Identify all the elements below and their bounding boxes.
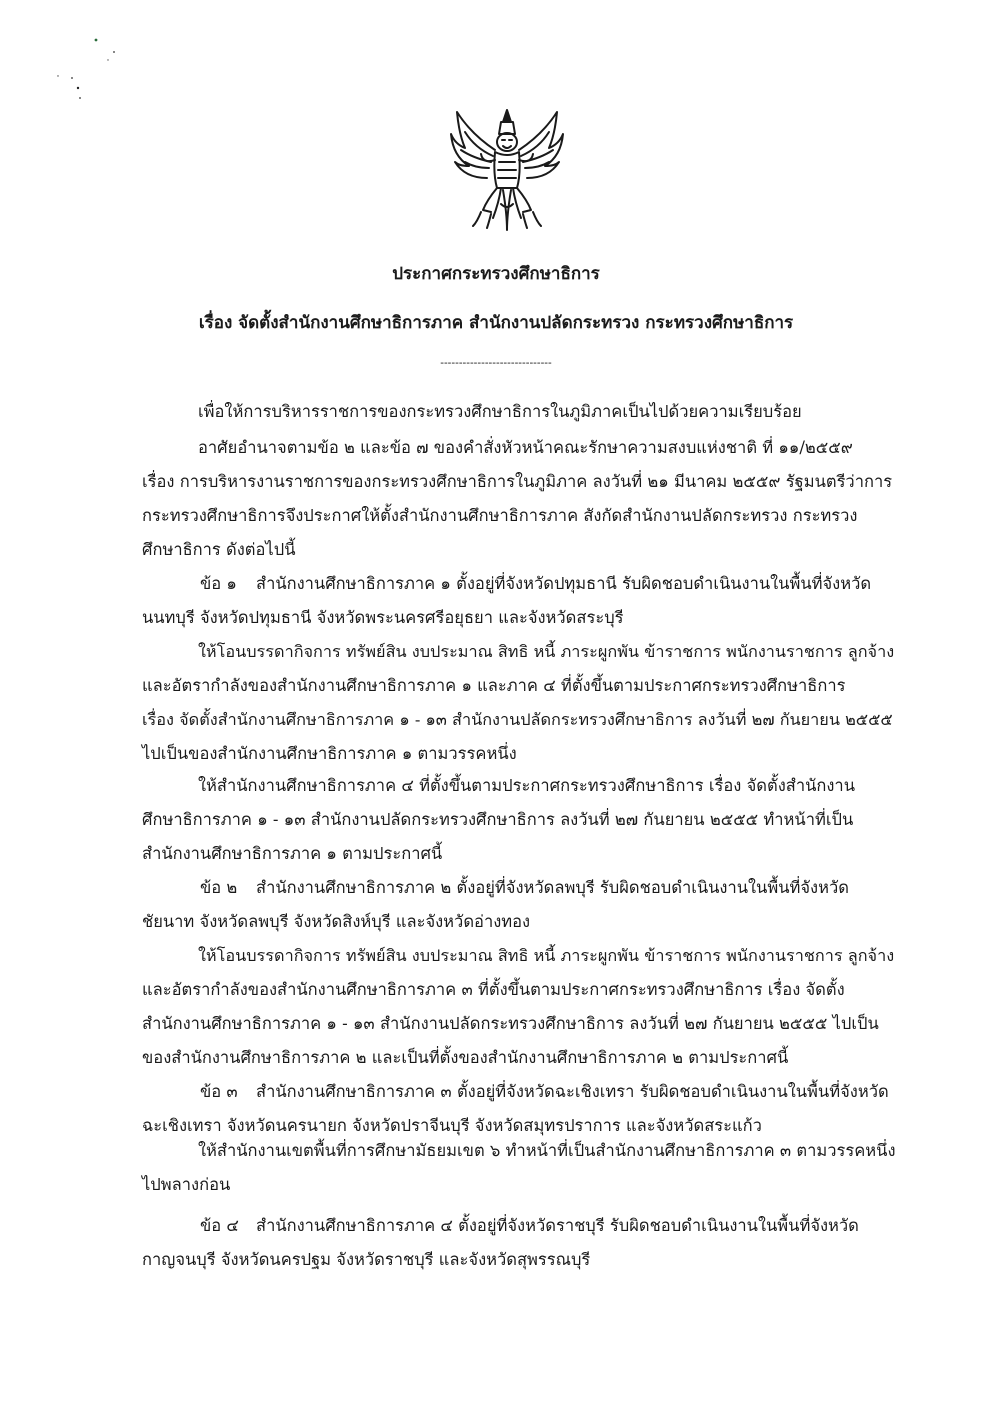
text-line: ให้โอนบรรดากิจการ ทรัพย์สิน งบประมาณ สิทธิ หนี้ ภาระผูกพัน ข้าราชการ พนักงานราชการ ลูกจ้าง [198,946,895,965]
text-line: นนทบุรี จังหวัดปทุมธานี จังหวัดพระนครศรีอยุธยา และจังหวัดสระบุรี [142,608,624,627]
text-line: อาศัยอำนาจตามข้อ ๒ และข้อ ๗ ของคำสั่งหัวหน้าคณะรักษาความสงบแห่งชาติ ที่ ๑๑/๒๕๕๙ [198,438,853,457]
text-line: เรื่อง การบริหารงานราชการของกระทรวงศึกษาธิการในภูมิภาค ลงวันที่ ๒๑ มีนาคม ๒๕๕๙ รัฐมนตรีว่าการ [142,472,893,491]
text-line: ฉะเชิงเทรา จังหวัดนครนายก จังหวัดปราจีนบุรี จังหวัดสมุทรปราการ และจังหวัดสระแก้ว [142,1116,762,1135]
clause-text: สำนักงานศึกษาธิการภาค ๓ ตั้งอยู่ที่จังหวัดฉะเชิงเทรา รับผิดชอบดำเนินงานในพื้นที่จังหวัด [256,1082,889,1101]
area-6-paragraph [142,1134,902,1202]
document-title: ประกาศกระทรวงศึกษาธิการ [392,264,600,284]
title-separator: ------------------------------ [440,356,552,369]
text-line [142,1209,902,1243]
document-subject: เรื่อง จัดตั้งสำนักงานศึกษาธิการภาค สำนักงานปลัดกระทรวง กระทรวงศึกษาธิการ [198,313,794,333]
text-line: ไปพลางก่อน [142,1175,231,1194]
text-line: ให้สำนักงานเขตพื้นที่การศึกษามัธยมเขต ๖ ทำหน้าที่เป็นสำนักงานศึกษาธิการภาค ๓ ตามวรรคหนึ่ง [198,1141,896,1160]
clause-text: สำนักงานศึกษาธิการภาค ๒ ตั้งอยู่ที่จังหวัดลพบุรี รับผิดชอบดำเนินงานในพื้นที่จังหวัด [256,878,849,897]
text-line: ให้สำนักงานศึกษาธิการภาค ๔ ที่ตั้งขึ้นตามประกาศกระทรวงศึกษาธิการ เรื่อง จัดตั้งสำนักงาน [198,776,855,795]
scan-specks [50,30,140,110]
clause-number: ข้อ ๔ [200,1216,239,1235]
clause-number: ข้อ ๓ [200,1082,238,1101]
text-line [142,567,902,601]
clause-number: ข้อ ๑ [200,574,237,593]
authority-paragraph [142,431,902,567]
text-line: และอัตรากำลังของสำนักงานศึกษาธิการภาค ๓ ที่ตั้งขึ้นตามประกาศกระทรวงศึกษาธิการ เรื่อง จัดตั้ง [142,980,845,999]
transfer-paragraph-1 [142,635,902,771]
intro-paragraph [142,395,902,429]
clause-2 [142,871,902,939]
garuda-emblem-icon [447,104,567,232]
office-4-paragraph [142,769,902,871]
clause-number: ข้อ ๒ [200,878,238,897]
text-line [142,871,902,905]
text-line: เพื่อให้การบริหารราชการของกระทรวงศึกษาธิการในภูมิภาคเป็นไปด้วยความเรียบร้อย [198,402,802,421]
text-line: ให้โอนบรรดากิจการ ทรัพย์สิน งบประมาณ สิทธิ หนี้ ภาระผูกพัน ข้าราชการ พนักงานราชการ ลูกจ้าง [198,642,895,661]
transfer-paragraph-2 [142,939,902,1075]
text-line: และอัตรากำลังของสำนักงานศึกษาธิการภาค ๑ และภาค ๔ ที่ตั้งขึ้นตามประกาศกระทรวงศึกษาธิการ [142,676,846,695]
clause-text: สำนักงานศึกษาธิการภาค ๑ ตั้งอยู่ที่จังหวัดปทุมธานี รับผิดชอบดำเนินงานในพื้นที่จังหวัด [256,574,872,593]
clause-4 [142,1209,902,1277]
text-line: สำนักงานศึกษาธิการภาค ๑ ตามประกาศนี้ [142,844,443,863]
text-line: เรื่อง จัดตั้งสำนักงานศึกษาธิการภาค ๑ - ๑๓ สำนักงานปลัดกระทรวงศึกษาธิการ ลงวันที่ ๒๗ กันยายน ๒๕๕๕ [142,710,893,729]
text-line: ชัยนาท จังหวัดลพบุรี จังหวัดสิงห์บุรี และจังหวัดอ่างทอง [142,912,531,931]
clause-3 [142,1075,902,1143]
text-line: ศึกษาธิการภาค ๑ - ๑๓ สำนักงานปลัดกระทรวงศึกษาธิการ ลงวันที่ ๒๗ กันยายน ๒๕๕๕ ทำหน้าที่เป็น [142,810,854,829]
text-line: ของสำนักงานศึกษาธิการภาค ๒ และเป็นที่ตั้งของสำนักงานศึกษาธิการภาค ๒ ตามประกาศนี้ [142,1048,789,1067]
text-line: สำนักงานศึกษาธิการภาค ๑ - ๑๓ สำนักงานปลัดกระทรวงศึกษาธิการ ลงวันที่ ๒๗ กันยายน ๒๕๕๕ ไปเป็น [142,1014,879,1033]
text-line: ศึกษาธิการ ดังต่อไปนี้ [142,540,296,559]
text-line: ไปเป็นของสำนักงานศึกษาธิการภาค ๑ ตามวรรคหนึ่ง [142,744,517,763]
clause-1 [142,567,902,635]
text-line: กาญจนบุรี จังหวัดนครปฐม จังหวัดราชบุรี และจังหวัดสุพรรณบุรี [142,1250,591,1269]
text-line [142,1075,902,1109]
text-line: กระทรวงศึกษาธิการจึงประกาศให้ตั้งสำนักงานศึกษาธิการภาค สังกัดสำนักงานปลัดกระทรวง กระทรวง [142,506,858,525]
clause-text: สำนักงานศึกษาธิการภาค ๔ ตั้งอยู่ที่จังหวัดราชบุรี รับผิดชอบดำเนินงานในพื้นที่จังหวัด [256,1216,859,1235]
